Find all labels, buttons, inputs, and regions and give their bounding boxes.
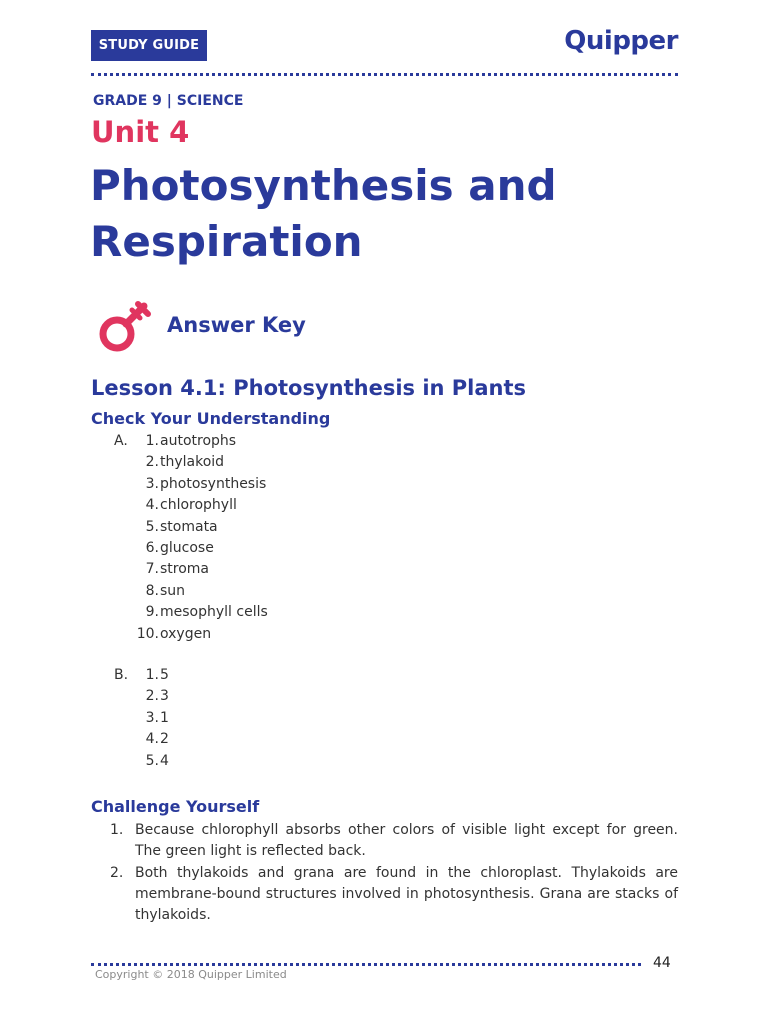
item-text: chlorophyll [160, 497, 237, 514]
grade-label: GRADE 9 | SCIENCE [93, 93, 244, 109]
part-letter: A. [114, 433, 128, 449]
check-understanding-heading: Check Your Understanding [91, 409, 331, 428]
item-number: 1. [145, 433, 159, 449]
item-number: 7. [145, 561, 159, 578]
list-item [114, 708, 414, 729]
item-number: 4. [145, 497, 159, 514]
challenge-list [110, 820, 678, 926]
list-item [114, 624, 414, 645]
answer-key-heading: Answer Key [167, 313, 306, 337]
header-divider [91, 73, 678, 76]
lesson-heading: Lesson 4.1: Photosynthesis in Plants [91, 376, 527, 400]
item-text: photosynthesis [160, 475, 267, 492]
list-item [114, 665, 414, 686]
item-text: stomata [160, 518, 218, 535]
page-title: Photosynthesis and Respiration [90, 161, 557, 266]
item-number: 6. [145, 539, 159, 556]
brand-logo: Quipper [564, 26, 678, 56]
item-number: 2. [145, 688, 159, 705]
item-number: 1. [110, 822, 124, 838]
list-item [114, 602, 414, 623]
item-text: Because chlorophyll absorbs other colors of visible light except for green. The green light is reflected back. [135, 822, 678, 860]
list-item [110, 863, 678, 927]
item-text: autotrophs [160, 433, 237, 449]
item-text: Both thylakoids and grana are found in the chloroplast. Thylakoids are membrane-bound structures involved in photosynthesis. Grana are stacks of thylakoids. [135, 864, 678, 924]
list-item [114, 729, 414, 750]
footer-divider [91, 963, 641, 966]
item-number: 4. [145, 731, 159, 748]
item-text: mesophyll cells [160, 604, 268, 621]
list-item [114, 686, 414, 707]
item-number: 2. [110, 864, 124, 881]
item-number: 3. [145, 475, 159, 492]
list-item [114, 517, 414, 538]
study-guide-badge: STUDY GUIDE [91, 30, 207, 61]
page-number: 44 [653, 955, 671, 971]
list-item [114, 559, 414, 580]
copyright-text: Copyright © 2018 Quipper Limited [95, 968, 287, 981]
item-text: thylakoid [160, 454, 225, 471]
item-text: glucose [160, 539, 214, 556]
item-number: 1. [145, 667, 159, 683]
item-text: stroma [160, 561, 210, 578]
item-text: sun [160, 582, 186, 599]
item-number: 10. [136, 625, 159, 642]
item-text: 3 [160, 688, 169, 705]
list-item [114, 581, 414, 602]
item-number: 2. [145, 454, 159, 471]
list-item [114, 538, 414, 559]
list-item [114, 452, 414, 473]
list-item [114, 495, 414, 516]
item-text: 4 [160, 752, 169, 769]
item-text: 2 [160, 731, 169, 748]
part-a-list [114, 431, 414, 645]
unit-label: Unit 4 [91, 115, 190, 149]
part-letter: B. [114, 667, 129, 683]
key-icon [96, 296, 156, 356]
item-number: 5. [145, 518, 159, 535]
list-item [114, 431, 414, 452]
list-item [114, 751, 414, 772]
item-text: oxygen [160, 625, 212, 642]
item-number: 3. [145, 709, 159, 726]
challenge-heading: Challenge Yourself [91, 797, 260, 816]
item-number: 9. [145, 604, 159, 621]
item-number: 5. [145, 752, 159, 769]
part-b-list [114, 665, 414, 772]
list-item [110, 820, 678, 863]
item-text: 5 [160, 667, 169, 683]
list-item [114, 474, 414, 495]
item-text: 1 [160, 709, 169, 726]
item-number: 8. [145, 582, 159, 599]
